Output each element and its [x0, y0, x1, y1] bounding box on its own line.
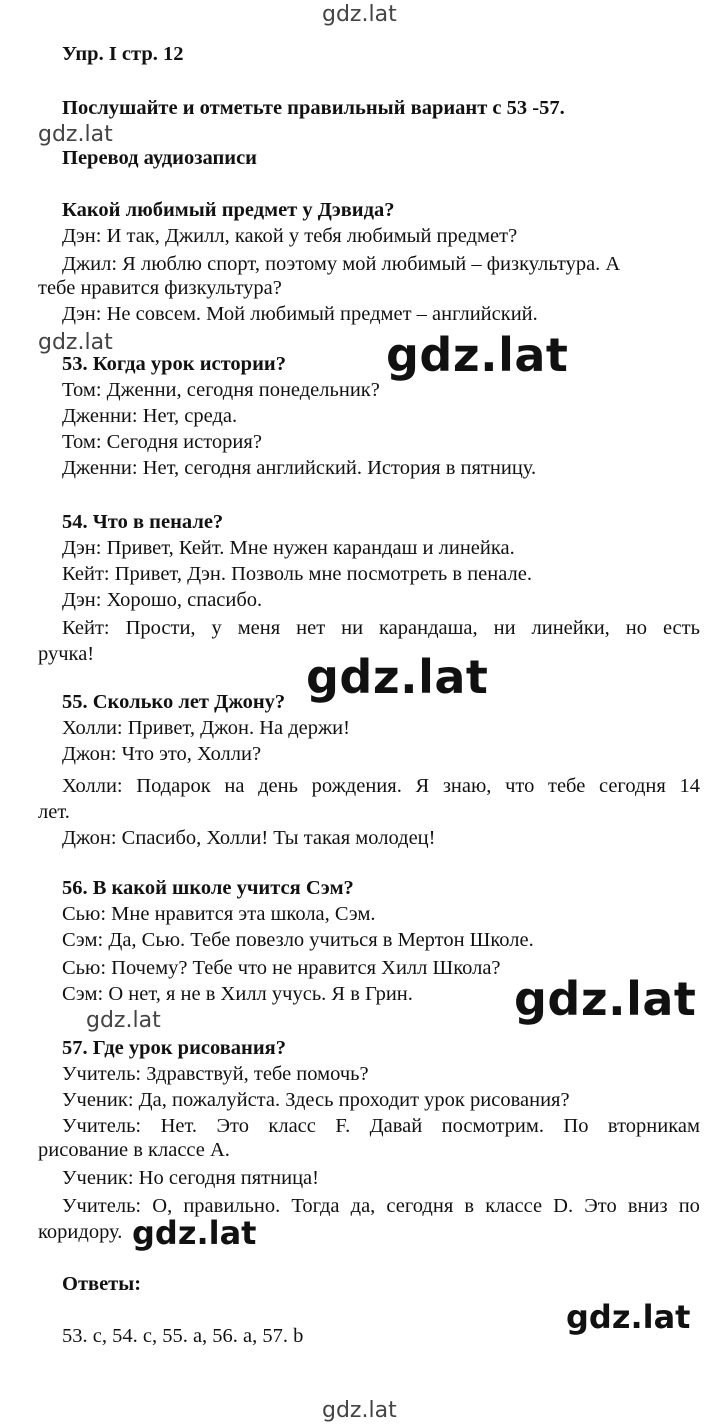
dialogue-line: Джон: Что это, Холли? — [62, 743, 262, 765]
word: Это — [216, 1115, 249, 1137]
dialogue-line: Холли: Привет, Джон. На держи! — [62, 717, 350, 739]
word: Я — [415, 775, 430, 797]
word: но — [625, 617, 647, 639]
answers-title: Ответы: — [62, 1273, 142, 1295]
word: Давай — [369, 1115, 423, 1137]
watermark-mid-2: gdz.lat — [566, 1298, 691, 1336]
example-line: Джил: Я люблю спорт, поэтому мой любимый – физкультура. А — [62, 253, 621, 275]
watermark-left-2: gdz.lat — [38, 330, 113, 355]
word: О, — [152, 1195, 173, 1217]
watermark-big-3: gdz.lat — [514, 972, 697, 1026]
word: 14 — [679, 775, 700, 797]
word: нет — [296, 617, 326, 639]
question-54: 54. Что в пенале? — [62, 511, 224, 533]
word: Нет. — [160, 1115, 198, 1137]
word: Холли: — [62, 775, 123, 797]
task-instruction: Послушайте и отметьте правильный вариант с 53 -57. — [62, 97, 565, 119]
word: меня — [237, 617, 281, 639]
word: Кейт: — [62, 617, 110, 639]
word: да, — [350, 1195, 376, 1217]
dialogue-line: Том: Сегодня история? — [62, 431, 262, 453]
word: классе — [485, 1195, 543, 1217]
word: карандаша, — [379, 617, 478, 639]
watermark-big-1: gdz.lat — [386, 328, 569, 382]
watermark-mid-1: gdz.lat — [132, 1214, 257, 1252]
question-56: 56. В какой школе учится Сэм? — [62, 877, 354, 899]
word: по — [678, 1195, 700, 1217]
word: сегодня — [598, 775, 666, 797]
example-line: Дэн: И так, Джилл, какой у тебя любимый предмет? — [62, 225, 518, 247]
word: в — [464, 1195, 475, 1217]
word: тебе — [548, 775, 586, 797]
watermark-bottom: gdz.lat — [322, 1398, 397, 1423]
word: Подарок — [136, 775, 211, 797]
dialogue-line: Дженни: Нет, среда. — [62, 405, 238, 427]
word: правильно. — [183, 1195, 281, 1217]
dialogue-line: Сэм: Да, Сью. Тебе повезло учиться в Мертон Школе. — [62, 929, 534, 951]
translation-title: Перевод аудиозаписи — [62, 147, 257, 169]
word: рождения. — [311, 775, 402, 797]
dialogue-line: Сью: Почему? Тебе что не нравится Хилл Школа? — [62, 957, 501, 979]
word: посмотрим. — [441, 1115, 544, 1137]
answers-text: 53. с, 54. с, 55. а, 56. а, 57. b — [62, 1325, 304, 1347]
word: Учитель: — [62, 1195, 142, 1217]
dialogue-line: Ученик: Да, пожалуйста. Здесь проходит урок рисования? — [62, 1089, 570, 1111]
word: Тогда — [291, 1195, 340, 1217]
word: есть — [662, 617, 700, 639]
word: на — [224, 775, 245, 797]
dialogue-line-justified — [38, 616, 700, 640]
dialogue-line: Дэн: Привет, Кейт. Мне нужен карандаш и линейка. — [62, 537, 515, 559]
question-55: 55. Сколько лет Джону? — [62, 691, 286, 713]
word: вниз — [627, 1195, 668, 1217]
word: класс — [268, 1115, 316, 1137]
word: Это — [584, 1195, 617, 1217]
word: линейки, — [531, 617, 610, 639]
dialogue-line: Сэм: О нет, я не в Хилл учусь. Я в Грин. — [62, 983, 413, 1005]
example-line: Дэн: Не совсем. Мой любимый предмет – английский. — [62, 303, 538, 325]
word: день — [258, 775, 298, 797]
word: вторникам — [607, 1115, 700, 1137]
example-line: тебе нравится физкультура? — [38, 277, 282, 299]
question-53: 53. Когда урок истории? — [62, 353, 286, 375]
watermark-big-2: gdz.lat — [306, 650, 489, 704]
word: сегодня — [386, 1195, 454, 1217]
word: Учитель: — [62, 1115, 142, 1137]
exercise-ref: Упр. I стр. 12 — [62, 43, 184, 65]
dialogue-line: Дэн: Хорошо, спасибо. — [62, 589, 263, 611]
word: знаю, — [442, 775, 492, 797]
word: Прости, — [125, 617, 196, 639]
dialogue-line: Дженни: Нет, сегодня английский. История в пятницу. — [62, 457, 537, 479]
word: ни — [341, 617, 364, 639]
word: F. — [335, 1115, 351, 1137]
word: у — [211, 617, 222, 639]
watermark-top: gdz.lat — [322, 2, 397, 27]
watermark-left-3: gdz.lat — [86, 1008, 161, 1033]
dialogue-line: Джон: Спасибо, Холли! Ты такая молодец! — [62, 827, 436, 849]
example-question: Какой любимый предмет у Дэвида? — [62, 199, 395, 221]
dialogue-line-justified — [38, 1194, 700, 1218]
dialogue-line: ручка! — [38, 643, 95, 665]
dialogue-line: Том: Дженни, сегодня понедельник? — [62, 379, 380, 401]
dialogue-line: рисование в классе А. — [38, 1139, 230, 1161]
dialogue-line: коридору. — [38, 1221, 123, 1243]
dialogue-line: Кейт: Привет, Дэн. Позволь мне посмотреть в пенале. — [62, 563, 532, 585]
word: что — [505, 775, 535, 797]
dialogue-line-justified — [38, 1114, 700, 1138]
dialogue-line-justified — [38, 774, 700, 798]
dialogue-line: Ученик: Но сегодня пятница! — [62, 1167, 319, 1189]
watermark-left-1: gdz.lat — [38, 122, 113, 147]
dialogue-line: Сью: Мне нравится эта школа, Сэм. — [62, 903, 376, 925]
word: D. — [553, 1195, 574, 1217]
word: ни — [493, 617, 516, 639]
dialogue-line: лет. — [38, 801, 70, 823]
word: По — [563, 1115, 589, 1137]
question-57: 57. Где урок рисования? — [62, 1037, 287, 1059]
dialogue-line: Учитель: Здравствуй, тебе помочь? — [62, 1063, 369, 1085]
